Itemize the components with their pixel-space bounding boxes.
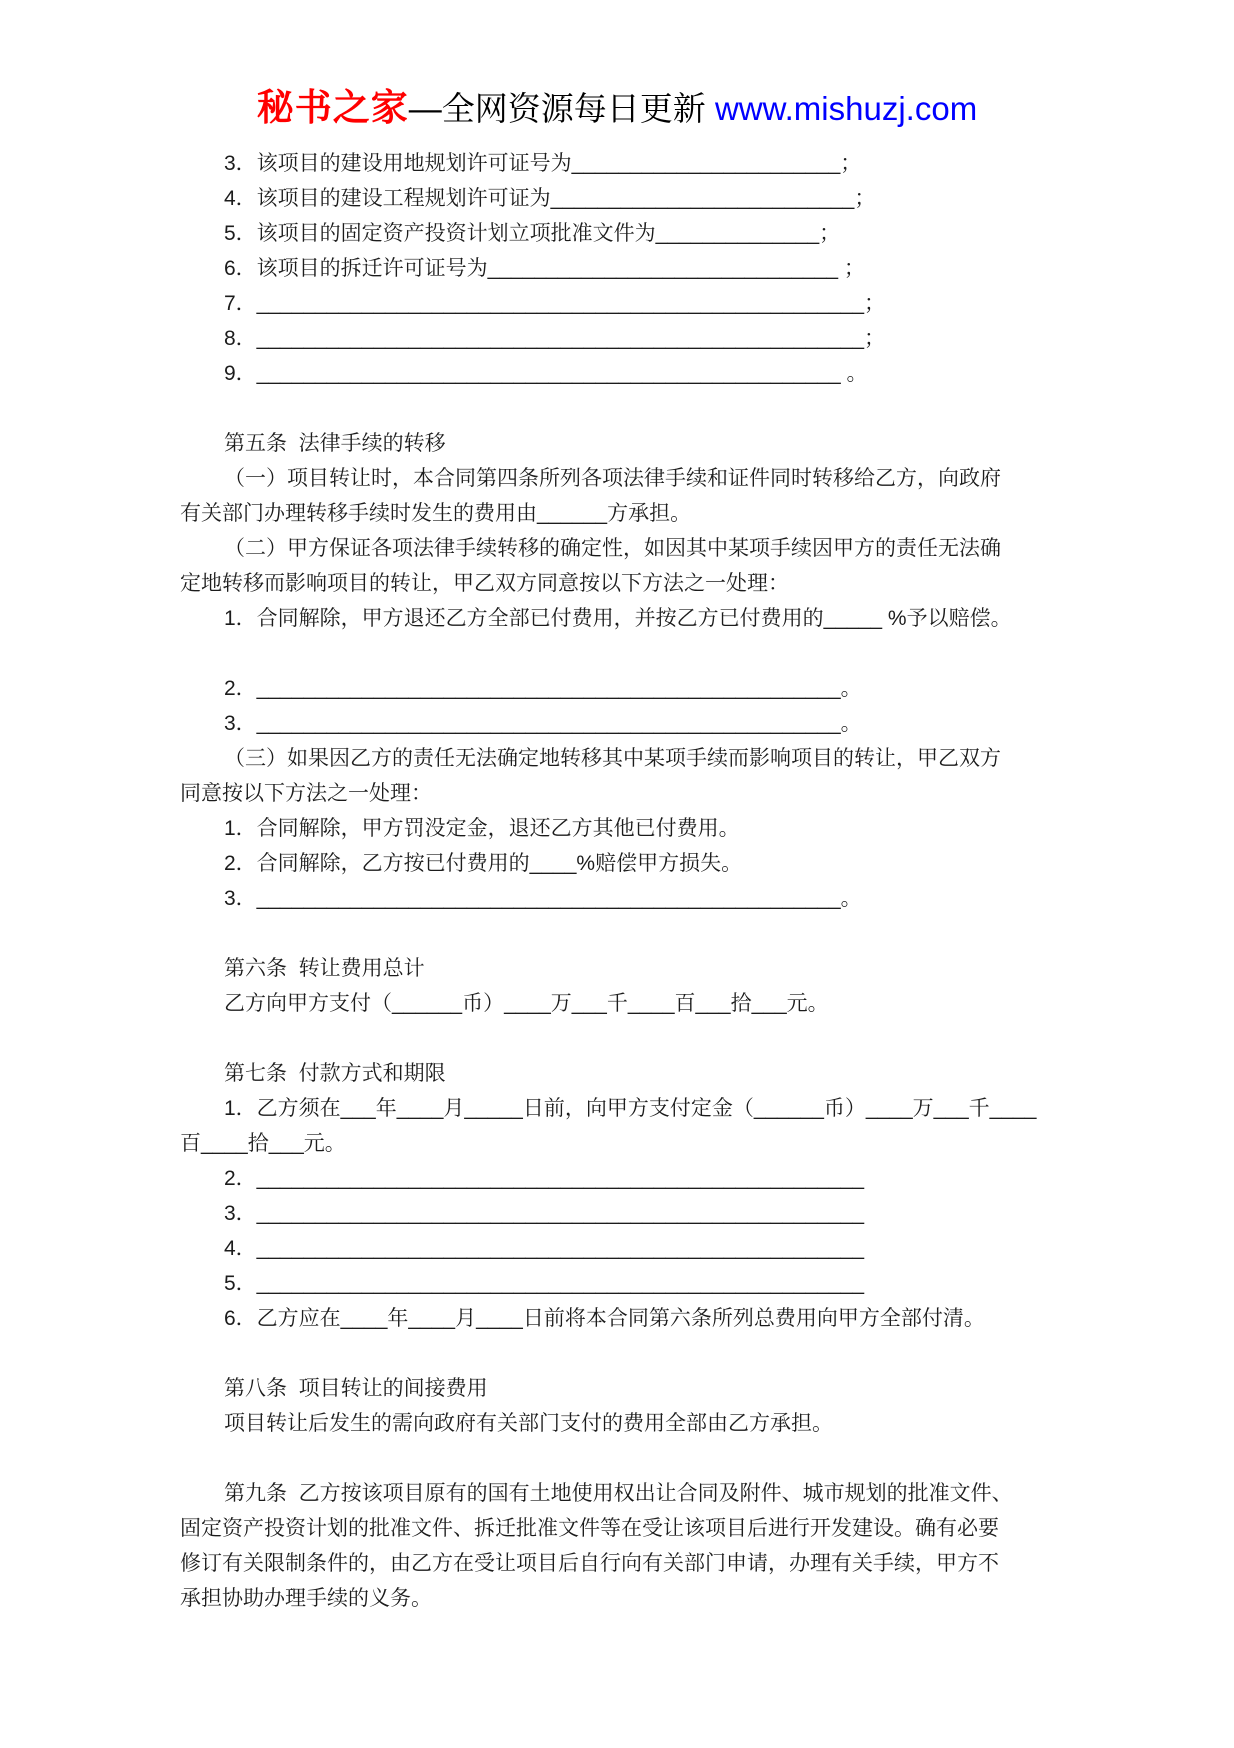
blank-line [180, 1021, 1080, 1056]
blank-line [180, 1336, 1080, 1371]
blank-line [180, 391, 1080, 426]
paragraph-line: 百____拾___元。 [180, 1132, 346, 1155]
paragraph-line: 第九条 乙方按该项目原有的国有土地使用权出让合同及附件、城市规划的批准文件、 [224, 1482, 1013, 1505]
paragraph-line: 同意按以下方法之一处理： [180, 782, 432, 805]
section-heading: 第七条 付款方式和期限 [224, 1062, 446, 1085]
blank-line [180, 916, 1080, 951]
list-item: 1．乙方须在___年____月_____日前，向甲方支付定金（______币）____万___千____ [224, 1097, 1037, 1120]
list-item: 6．乙方应在____年____月____日前将本合同第六条所列总费用向甲方全部付清。 [224, 1307, 985, 1330]
list-item: 3．____________________________________________________ [224, 1202, 864, 1225]
paragraph-line: （一）项目转让时，本合同第四条所列各项法律手续和证件同时转移给乙方，向政府 [224, 467, 1001, 490]
list-item: 3．__________________________________________________。 [224, 887, 862, 910]
section-heading: 第八条 项目转让的间接费用 [224, 1377, 488, 1400]
list-item: 6．该项目的拆迁许可证号为______________________________ ； [224, 257, 865, 280]
section-heading: 第六条 转让费用总计 [224, 957, 425, 980]
document-body [180, 146, 1080, 1616]
list-item: 5．该项目的固定资产投资计划立项批准文件为______________； [224, 222, 841, 245]
list-item: 1．合同解除，甲方退还乙方全部已付费用，并按乙方已付费用的_____ %予以赔偿。 [224, 607, 1012, 630]
paragraph-line: 乙方向甲方支付（______币）____万___千____百___拾___元。 [224, 992, 829, 1015]
paragraph-line: 定地转移而影响项目的转让，甲乙双方同意按以下方法之一处理： [180, 572, 789, 595]
list-item: 4．____________________________________________________ [224, 1237, 864, 1260]
list-item: 3．该项目的建设用地规划许可证号为_______________________； [224, 152, 862, 175]
site-url-link[interactable]: www.mishuzj.com [714, 90, 978, 127]
paragraph-line: （三）如果因乙方的责任无法确定地转移其中某项手续而影响项目的转让，甲乙双方 [224, 747, 1001, 770]
list-item: 2．合同解除，乙方按已付费用的____%赔偿甲方损失。 [224, 852, 743, 875]
paragraph-line: 固定资产投资计划的批准文件、拆迁批准文件等在受让该项目后进行开发建设。确有必要 [180, 1517, 999, 1540]
paragraph-line: 有关部门办理转移手续时发生的费用由______方承担。 [180, 502, 692, 525]
list-item: 5．____________________________________________________ [224, 1272, 864, 1295]
list-item: 4．该项目的建设工程规划许可证为__________________________； [224, 187, 876, 210]
list-item: 1．合同解除，甲方罚没定金，退还乙方其他已付费用。 [224, 817, 740, 840]
paragraph-line: 承担协助办理手续的义务。 [180, 1587, 432, 1610]
list-item: 8．____________________________________________________； [224, 327, 885, 350]
blank-line [180, 1441, 1080, 1476]
section-heading: 第五条 法律手续的转移 [224, 432, 446, 455]
blank-line [180, 636, 1080, 671]
site-tagline: —全网资源每日更新 [408, 90, 715, 127]
list-item: 7．____________________________________________________； [224, 292, 885, 315]
list-item: 2．__________________________________________________。 [224, 677, 862, 700]
site-header [0, 86, 1234, 138]
list-item: 3．__________________________________________________。 [224, 712, 862, 735]
site-name: 秘书之家 [256, 87, 409, 128]
paragraph-line: 修订有关限制条件的，由乙方在受让项目后自行向有关部门申请，办理有关手续，甲方不 [180, 1552, 999, 1575]
paragraph-line: （二）甲方保证各项法律手续转移的确定性，如因其中某项手续因甲方的责任无法确 [224, 537, 1001, 560]
list-item: 2．____________________________________________________ [224, 1167, 864, 1190]
list-item: 9．__________________________________________________ 。 [224, 362, 868, 385]
paragraph-line: 项目转让后发生的需向政府有关部门支付的费用全部由乙方承担。 [224, 1412, 833, 1435]
